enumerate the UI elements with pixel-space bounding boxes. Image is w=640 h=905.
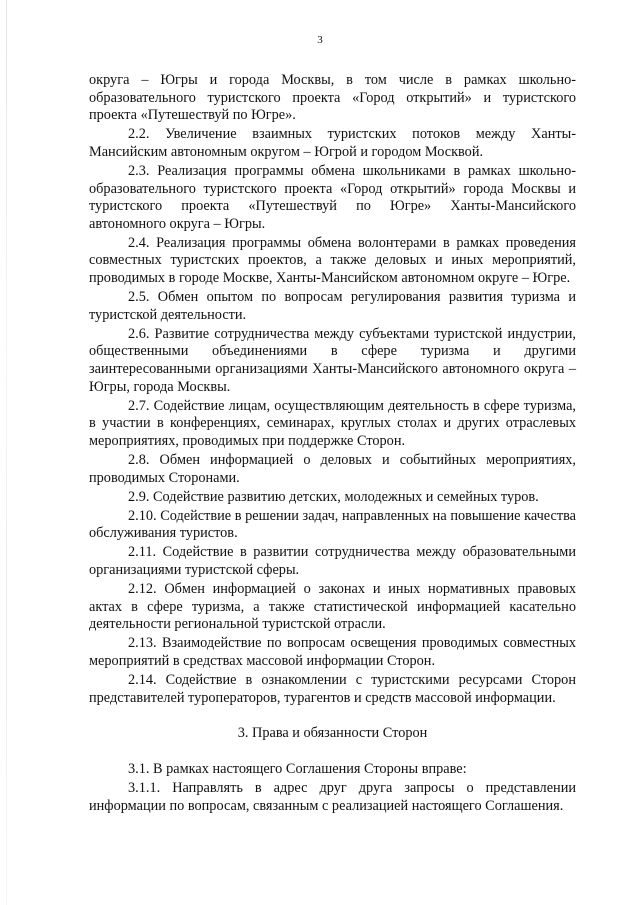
paragraph-2-12: 2.12. Обмен информацией о законах и иных нормативных правовых актах в сфере туризма, а также статистической информацией касательно деятельности региональной туристской отрасли. xyxy=(89,581,576,633)
document-body xyxy=(89,72,576,817)
paragraph-2-9: 2.9. Содействие развитию детских, молодежных и семейных туров. xyxy=(128,488,539,505)
paragraph-2-13: 2.13. Взаимодействие по вопросам освещения проводимых совместных мероприятий в средствах массовой информации Сторон. xyxy=(89,635,576,669)
paragraph-2-14: 2.14. Содействие в ознакомлении с туристскими ресурсами Сторон представителей туроператоров, турагентов и средств массовой информации. xyxy=(89,672,576,706)
page-number: 3 xyxy=(317,34,323,46)
paragraph-2-6: 2.6. Развитие сотрудничества между субъектами туристской индустрии, общественными объединениями в сфере туризма и другими заинтересованными организациями Ханты-Мансийского автономного округа – Югры, города Москвы. xyxy=(89,325,576,395)
paragraph-2-8: 2.8. Обмен информацией о деловых и событийных мероприятиях, проводимых Сторонами. xyxy=(89,451,576,486)
paragraph-3-1-1: 3.1.1. Направлять в адрес друг друга запросы о представлении информации по вопросам, связанным с реализацией настоящего Соглашения. xyxy=(89,779,576,814)
paragraph-2-11: 2.11. Содействие в развитии сотрудничества между образовательными организациями туристской сферы. xyxy=(89,544,576,579)
paragraph-2-10: 2.10. Содействие в решении задач, направленных на повышение качества обслуживания туристов. xyxy=(89,507,576,542)
section-heading: 3. Права и обязанности Сторон xyxy=(237,725,428,742)
paragraph-2-7: 2.7. Содействие лицам, осуществляющим деятельность в сфере туризма, в участии в конференциях, семинарах, круглых столах и других отраслевых мероприятиях, проводимых при поддержке Сторон. xyxy=(89,397,576,449)
scan-edge-line xyxy=(6,0,7,905)
paragraph-2-2: 2.2. Увеличение взаимных туристских потоков между Ханты-Мансийским автономным округом – Югрой и городом Москвой. xyxy=(89,126,576,160)
paragraph-2-3: 2.3. Реализация программы обмена школьниками в рамках школьно-образовательного туристского проекта «Город открытий» города Москвы и туристского проекта «Путешествуй по Югре» Ханты-Мансийского автономного округа – Югры. xyxy=(89,162,576,232)
paragraph-2-4: 2.4. Реализация программы обмена волонтерами в рамках проведения совместных туристских проектов, а также деловых и иных мероприятий, проводимых в городе Москве, Ханты-Мансийском автономном округе – Югре. xyxy=(89,234,576,287)
paragraph-3-1: 3.1. В рамках настоящего Соглашения Стороны вправе: xyxy=(128,760,467,777)
paragraph-2-5: 2.5. Обмен опытом по вопросам регулирования развития туризма и туристской деятельности. xyxy=(89,289,576,323)
paragraph-2-1-continuation: округа – Югры и города Москвы, в том числе в рамках школьно-образовательного туристского проекта «Город открытий» и туристского проекта «Путешествуй по Югре». xyxy=(89,72,576,124)
